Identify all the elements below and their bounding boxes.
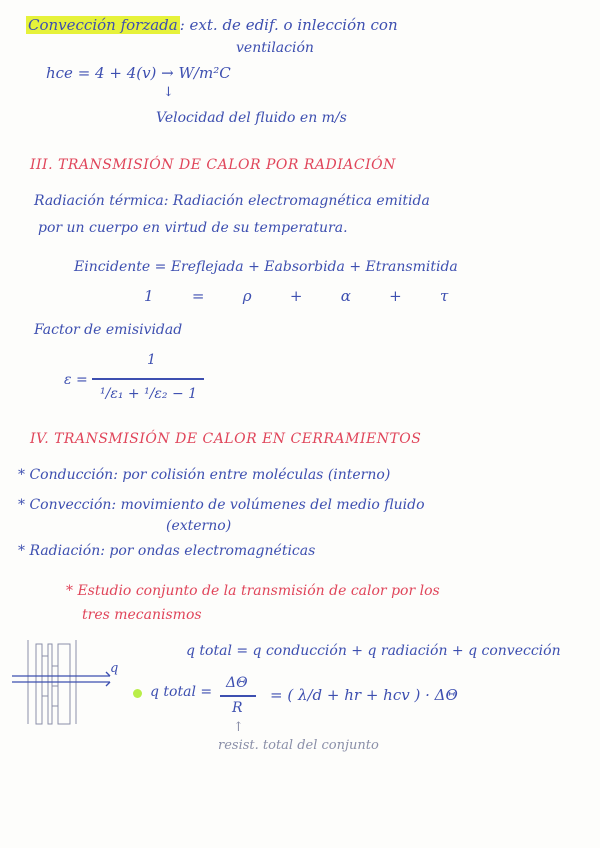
bullet-mark: * <box>18 497 25 513</box>
qtotal-lhs: q total = <box>150 684 213 700</box>
conveccion-desc-1: : ext. de edif. o inlección con <box>179 16 398 34</box>
qtotal-sum: q total = q conducción + q radiación + q convección <box>186 643 561 659</box>
bullet-conveccion-cont <box>166 518 231 534</box>
note-estudio-2: tres mecanismos <box>82 607 202 623</box>
bullet-conveccion <box>18 497 425 513</box>
qtotal-rhs: = ( λ/d + hr + hcv ) · ΔΘ <box>270 686 458 704</box>
factor-emisividad-label: Factor de emisividad <box>34 322 183 338</box>
bullet-radiacion <box>18 543 315 559</box>
section-3-heading: III. TRANSMISIÓN DE CALOR POR RADIACIÓN <box>30 157 396 173</box>
bullet-text: (externo) <box>166 518 232 534</box>
radiacion-def-1: Radiación térmica: Radiación electromagnética emitida <box>34 193 430 209</box>
section-4-heading: IV. TRANSMISIÓN DE CALOR EN CERRAMIENTOS <box>30 431 422 447</box>
bullet-text: Convección: movimiento de volúmenes del medio fluido <box>29 497 425 513</box>
bullet-text: Radiación: por ondas electromagnéticas <box>29 543 316 559</box>
conveccion-title-line <box>26 16 398 34</box>
epsilon-numerator: 1 <box>147 352 156 368</box>
velocidad-note: Velocidad del fluido en m/s <box>156 110 347 126</box>
arrow-down-icon: ↓ <box>163 85 174 100</box>
bullet-mark: * <box>18 543 25 559</box>
bullet-conduccion <box>18 467 390 483</box>
green-dot-marker <box>133 689 142 698</box>
energy-balance-symbols: 1 = ρ + α + τ <box>144 287 455 305</box>
conveccion-title: Convección forzada <box>28 16 178 34</box>
qtotal-denominator: R <box>232 700 243 716</box>
radiacion-def-2: por un cuerpo en virtud de su temperatura. <box>38 220 348 236</box>
epsilon-denominator: ¹/ε₁ + ¹/ε₂ − 1 <box>100 386 198 402</box>
note-estudio-1: * Estudio conjunto de la transmisión de calor por los <box>66 583 440 599</box>
conveccion-desc-2: ventilación <box>236 40 314 56</box>
energy-balance-words: Eincidente = Ereflejada + Eabsorbida + Etransmitida <box>74 259 458 275</box>
qtotal-numerator: ΔΘ <box>226 675 248 691</box>
epsilon-fraction-bar <box>92 378 204 380</box>
bullet-mark: * <box>18 467 25 483</box>
resistencia-note: resist. total del conjunto <box>218 738 379 753</box>
q-label: q <box>110 661 119 676</box>
qtotal-fraction-bar <box>220 695 256 697</box>
wall-section-sketch-icon <box>12 636 130 726</box>
epsilon-lhs: ε = <box>64 372 88 388</box>
bullet-text: Conducción: por colisión entre moléculas (interno) <box>29 467 391 483</box>
arrow-up-icon: ↑ <box>233 720 244 735</box>
hce-formula: hce = 4 + 4(v) → W/m²C <box>46 64 231 82</box>
